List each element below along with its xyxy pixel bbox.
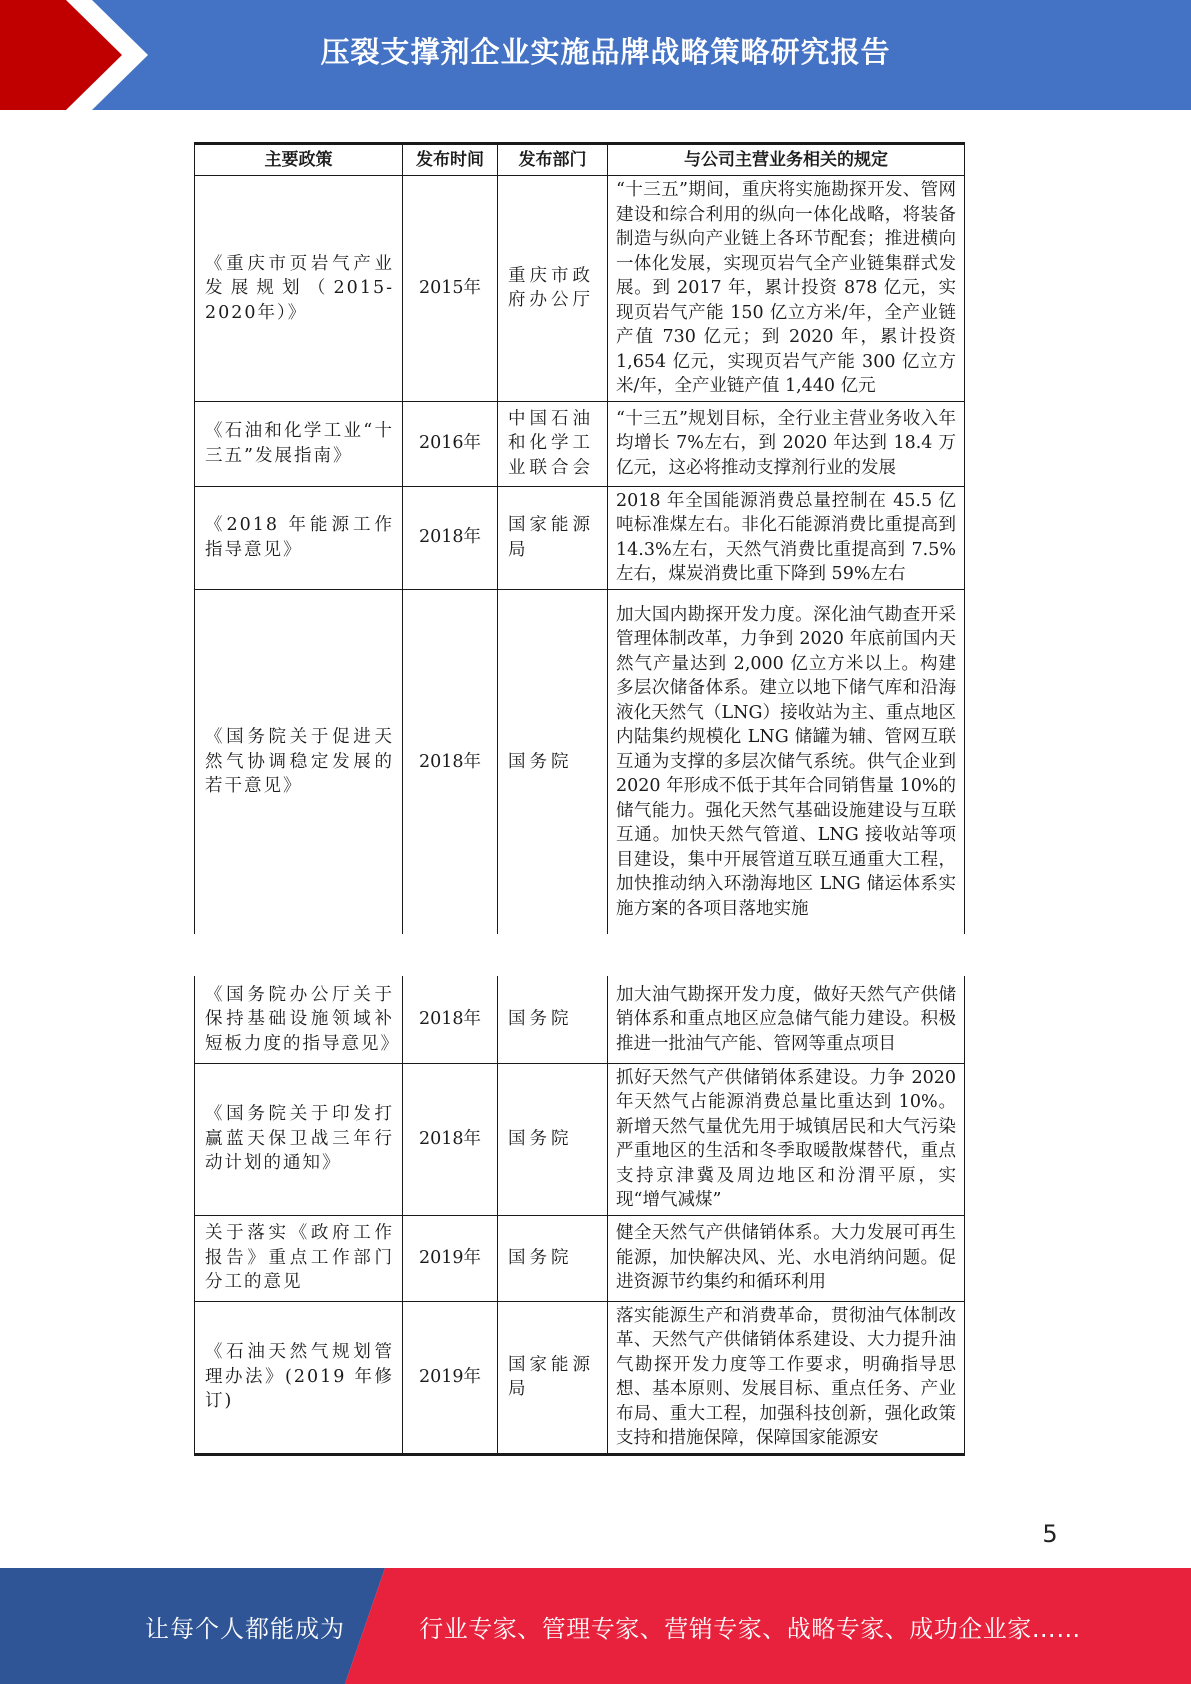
column-header-date: 发布时间: [403, 144, 498, 176]
rule-cell: 健全天然气产供储销体系。大力发展可再生能源，加快解决风、光、水电消纳问题。促进资源节约集约和循环利用: [608, 1215, 965, 1301]
rule-cell: 落实能源生产和消费革命，贯彻油气体制改革、天然气产供储销体系建设、大力提升油气勘探开发力度等工作要求，明确指导思想、基本原则、发展目标、重点任务、产业布局、重大工程，加强科技创新，强化政策支持和措施保障，保障国家能源安: [608, 1301, 965, 1454]
table-header-row: [195, 144, 965, 176]
policy-table-part-2: [194, 976, 965, 1456]
department-cell: 国家能源局: [498, 486, 608, 589]
date-cell: 2018年: [403, 1063, 498, 1215]
policy-cell: 《2018 年能源工作指导意见》: [195, 486, 403, 589]
table-row: [195, 176, 965, 402]
rule-cell: “十三五”规划目标，全行业主营业务收入年均增长 7%左右，到 2020 年达到 18.4 万亿元，这必将推动支撑剂行业的发展: [608, 401, 965, 486]
department-cell: 国务院: [498, 1215, 608, 1301]
department-cell: 国务院: [498, 1063, 608, 1215]
rule-cell: 加大油气勘探开发力度，做好天然气产供储销体系和重点地区应急储气能力建设。积极推进一批油气产能、管网等重点项目: [608, 976, 965, 1063]
policy-cell: 《国务院关于促进天然气协调稳定发展的若干意见》: [195, 589, 403, 934]
table-row: [195, 1063, 965, 1215]
date-cell: 2018年: [403, 589, 498, 934]
rule-cell: “十三五”期间，重庆将实施勘探开发、管网建设和综合利用的纵向一体化战略，将装备制造与纵向产业链上各环节配套；推进横向一体化发展，实现页岩气全产业链集群式发展。到 2017 年，累计投资 878 亿元，实现页岩气产能 150 亿立方米/年，全产业链产值 730 亿元；到 2020 年，累计投资 1,654 亿元，实现页岩气产能 300 亿立方米/年，全产业链产值 1,440 亿元: [608, 176, 965, 402]
table-row: [195, 976, 965, 1063]
column-header-policy: 主要政策: [195, 144, 403, 176]
policy-cell: 《国务院办公厅关于保持基础设施领域补短板力度的指导意见》: [195, 976, 403, 1063]
date-cell: 2016年: [403, 401, 498, 486]
department-cell: 中国石油和化学工业联合会: [498, 401, 608, 486]
table-row: [195, 486, 965, 589]
date-cell: 2019年: [403, 1301, 498, 1454]
date-cell: 2015年: [403, 176, 498, 402]
footer-banner: [0, 1568, 1191, 1684]
department-cell: 国家能源局: [498, 1301, 608, 1454]
column-header-department: 发布部门: [498, 144, 608, 176]
footer-slogan-right: 行业专家、管理专家、营销专家、战略专家、成功企业家……: [419, 1614, 1081, 1643]
date-cell: 2018年: [403, 976, 498, 1063]
rule-cell: 2018 年全国能源消费总量控制在 45.5 亿吨标准煤左右。非化石能源消费比重提高到 14.3%左右，天然气消费比重提高到 7.5%左右，煤炭消费比重下降到 59%左右: [608, 486, 965, 589]
table-row: [195, 1215, 965, 1301]
rule-cell: 加大国内勘探开发力度。深化油气勘查开采管理体制改革，力争到 2020 年底前国内天然气产量达到 2,000 亿立方米以上。构建多层次储备体系。建立以地下储气库和沿海液化天然气（LNG）接收站为主、重点地区内陆集约规模化 LNG 储罐为辅、管网互联互通为支撑的多层次储气系统。供气企业到 2020 年形成不低于其年合同销售量 10%的储气能力。强化天然气基础设施建设与互联互通。加快天然气管道、LNG 接收站等项目建设，集中开展管道互联互通重大工程，加快推动纳入环渤海地区 LNG 储运体系实施方案的各项目落地实施: [608, 589, 965, 934]
date-cell: 2019年: [403, 1215, 498, 1301]
policy-cell: 关于落实《政府工作报告》重点工作部门分工的意见: [195, 1215, 403, 1301]
policy-cell: 《石油和化学工业“十三五”发展指南》: [195, 401, 403, 486]
date-cell: 2018年: [403, 486, 498, 589]
table-row: [195, 589, 965, 934]
policy-cell: 《重庆市页岩气产业发展规划（2015-2020年）》: [195, 176, 403, 402]
department-cell: 国务院: [498, 589, 608, 934]
column-header-rule: 与公司主营业务相关的规定: [608, 144, 965, 176]
page-number: 5: [1042, 1520, 1058, 1548]
policy-table-part-1: [194, 142, 965, 934]
footer-slogan-left: 让每个人都能成为: [145, 1614, 345, 1643]
policy-cell: 《国务院关于印发打赢蓝天保卫战三年行动计划的通知》: [195, 1063, 403, 1215]
report-title: 压裂支撑剂企业实施品牌战略策略研究报告: [320, 34, 891, 69]
policy-cell: 《石油天然气规划管理办法》(2019 年修订): [195, 1301, 403, 1454]
department-cell: 重庆市政府办公厅: [498, 176, 608, 402]
department-cell: 国务院: [498, 976, 608, 1063]
table-row: [195, 1301, 965, 1454]
rule-cell: 抓好天然气产供储销体系建设。力争 2020 年天然气占能源消费总量比重达到 10%。新增天然气量优先用于城镇居民和大气污染严重地区的生活和冬季取暖散煤替代，重点支持京津冀及周边地区和汾渭平原，实现“增气减煤”: [608, 1063, 965, 1215]
table-row: [195, 401, 965, 486]
header-banner: [0, 0, 1191, 110]
